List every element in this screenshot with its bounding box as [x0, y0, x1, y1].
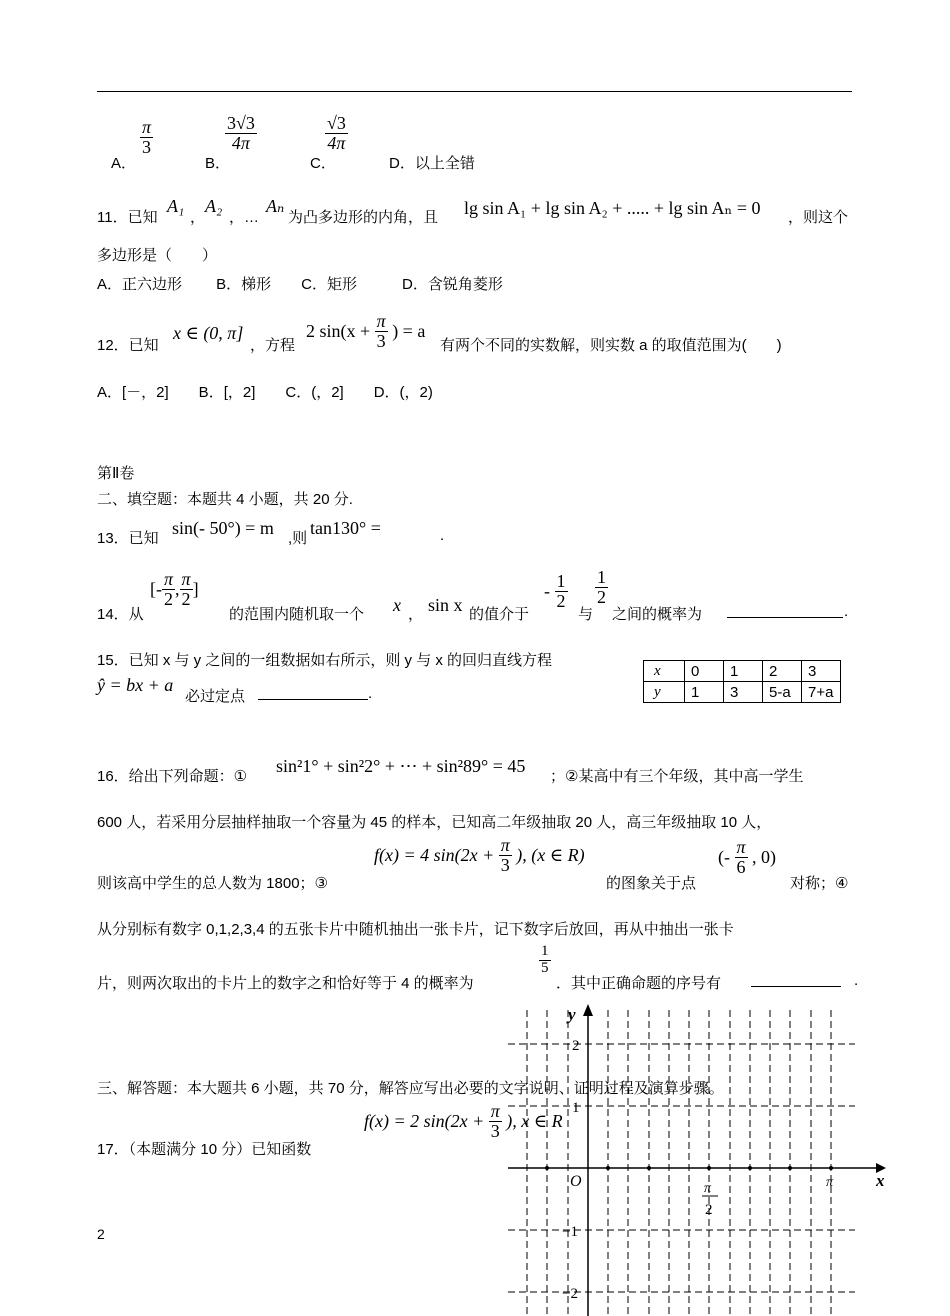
q11-an: Aₙ [266, 196, 285, 216]
q11-prefix: 11．已知 [97, 209, 158, 226]
x-axis-label: x [876, 1171, 885, 1190]
q13-mid: ,则 [288, 530, 308, 547]
q12-options: A．[－，2] B．[，2] C．(，2] D．(，2) [97, 384, 433, 401]
q10-option-d: D．以上全错 [389, 155, 475, 172]
coordinate-grid [500, 1000, 890, 1316]
q14-interval: [- $\frac{\pi}{2}$ , $\frac{\pi}{2}$ ] [150, 569, 199, 609]
q14-mid4: 与 [578, 606, 594, 623]
q14-var: x [393, 595, 401, 615]
y-tick-2: 2 [572, 1038, 580, 1054]
q16-point: (- $\frac{\pi}{6}$ , 0) [718, 837, 777, 877]
table-cell: y [644, 682, 685, 703]
q11-equation: lg sin A₁ + lg sin A₂ + ..... + lg sin Aₙ = 0 [464, 198, 761, 218]
q16-probability: $\frac{1}{5}$ [541, 943, 549, 976]
q14-neg-half: - $\frac{1}{2}$ [544, 571, 566, 611]
axes [508, 1006, 876, 1316]
y-tick-neg1: −1 [562, 1224, 578, 1240]
q13-equation-2: tan130° = [310, 518, 381, 538]
q11-options: A．正六边形 B．梯形 C．矩形 D．含锐角菱形 [97, 276, 503, 293]
y-tick-neg2: −2 [562, 1286, 578, 1302]
q11-sep2: ，… [229, 209, 260, 226]
q16-line3-mid: 的图象关于点 [606, 875, 697, 892]
q11-a1: A₁ [167, 196, 185, 216]
q16-part2: ；②某高中有三个年级，其中高一学生 [550, 768, 804, 785]
q16-line3-prefix: 则该高中学生的总人数为 1800；③ [97, 875, 328, 892]
q15-equation: ŷ = bx + a [97, 675, 174, 695]
q14-mid1: 的范围内随机取一个 [229, 606, 365, 623]
table-cell: 1 [685, 682, 724, 703]
y-axis-label: y [568, 1005, 576, 1024]
q12-equation: 2 sin(x + $\frac{\pi}{3}$ ) = a [306, 311, 426, 351]
q12-mid: ，方程 [250, 337, 296, 354]
q13-prefix: 13．已知 [97, 530, 159, 547]
q16-prefix: 16．给出下列命题：① [97, 768, 248, 785]
table-cell: 1 [724, 661, 763, 682]
q14-fn: sin x [428, 595, 463, 615]
q12-prefix: 12．已知 [97, 337, 159, 354]
q11-mid: 为凸多边形的内角，且 [288, 209, 439, 226]
x-tick-half-pi-num: π [704, 1181, 712, 1196]
q11-line2: 多边形是（ ） [97, 247, 218, 264]
y-axis-arrow-icon [583, 1004, 593, 1016]
q14-mid3: 的值介于 [469, 606, 530, 623]
q16-line5-prefix: 片，则两次取出的卡片上的数字之和恰好等于 4 的概率为 [97, 975, 474, 992]
table-cell: 3 [724, 682, 763, 703]
q12-suffix: 有两个不同的实数解，则实数 a 的取值范围为( ) [440, 337, 782, 354]
q13-equation-1: sin(- 50°) = m [172, 518, 274, 538]
section-3-title: 三、解答题：本大题共 6 小题，共 70 分，解答应写出必要的文字说明、证明过程及演算步骤。 [97, 1080, 724, 1097]
q12-domain: x ∈ (0, π] [173, 323, 244, 343]
q14-mid2: ， [408, 606, 424, 623]
q16-function: f(x) = 4 sin(2x + $\frac{\pi}{3}$ ), (x ∈ R) [374, 835, 585, 875]
q11-suffix: ，则这个 [788, 209, 849, 226]
q14-prefix: 14．从 [97, 606, 144, 623]
q10-option-b-value: $\frac{3√3}{4\pi}$ [227, 113, 255, 153]
header-rule [97, 91, 852, 92]
q16-end: . [854, 972, 859, 989]
q10-option-a-value: $\frac{\pi}{3}$ [142, 117, 152, 157]
q14-suffix: 之间的概率为 [612, 606, 703, 623]
q15-line1: 15．已知 x 与 y 之间的一组数据如右所示，则 y 与 x 的回归直线方程 [97, 652, 553, 669]
origin-label: O [570, 1173, 582, 1190]
q16-answer-blank[interactable] [751, 972, 841, 987]
table-cell: 3 [802, 661, 841, 682]
q10-option-a-label: A． [111, 155, 137, 172]
table-cell: 5-a [763, 682, 802, 703]
q14-answer-blank[interactable] [727, 603, 843, 618]
q11-sep1: ， [190, 209, 206, 226]
q13-answer-blank[interactable] [398, 528, 438, 542]
q15-line2: 必过定点 [185, 688, 246, 705]
page-number: 2 [97, 1226, 105, 1242]
q15-data-table [643, 660, 841, 703]
table-row-y [644, 682, 841, 703]
q17-function: f(x) = 2 sin(2x + $\frac{\pi}{3}$ ), x ∈ R [364, 1101, 563, 1141]
grid-lines [508, 1010, 855, 1316]
table-cell: 2 [763, 661, 802, 682]
table-row-x [644, 661, 841, 682]
q15-answer-blank[interactable] [258, 685, 368, 700]
y-tick-1: 1 [572, 1100, 580, 1116]
q14-half: $\frac{1}{2}$ [597, 567, 606, 607]
section-2-title: 第Ⅱ卷 [97, 465, 135, 482]
q16-line2: 600 人，若采用分层抽样抽取一个容量为 45 的样本，已知高二年级抽取 20 人，高三年级抽取 10 人， [97, 814, 772, 831]
section-2-subtitle: 二、填空题：本题共 4 小题，共 20 分. [97, 491, 353, 508]
table-cell: 0 [685, 661, 724, 682]
table-cell: 7+a [802, 682, 841, 703]
q16-line4: 从分别标有数字 0,1,2,3,4 的五张卡片中随机抽出一张卡片，记下数字后放回，再从中抽出一张卡 [97, 921, 734, 938]
q16-line5-suffix: ．其中正确命题的序号有 [556, 975, 722, 992]
q10-option-b-label: B． [205, 155, 231, 172]
q13-suffix: . [440, 527, 445, 544]
q10-option-c-value: $\frac{√3}{4\pi}$ [327, 113, 346, 153]
table-cell: x [644, 661, 685, 682]
q11-a2: A₂ [205, 196, 223, 216]
q10-option-c-label: C． [310, 155, 336, 172]
x-tick-pi: π [826, 1175, 834, 1190]
q16-line3-suffix: 对称；④ [790, 875, 849, 892]
q16-equation-1: sin²1° + sin²2° + ⋯ + sin²89° = 45 [276, 756, 526, 776]
x-tick-half-pi-den: 2 [705, 1202, 713, 1218]
q17-prefix: 17．（本题满分 10 分）已知函数 [97, 1141, 312, 1158]
